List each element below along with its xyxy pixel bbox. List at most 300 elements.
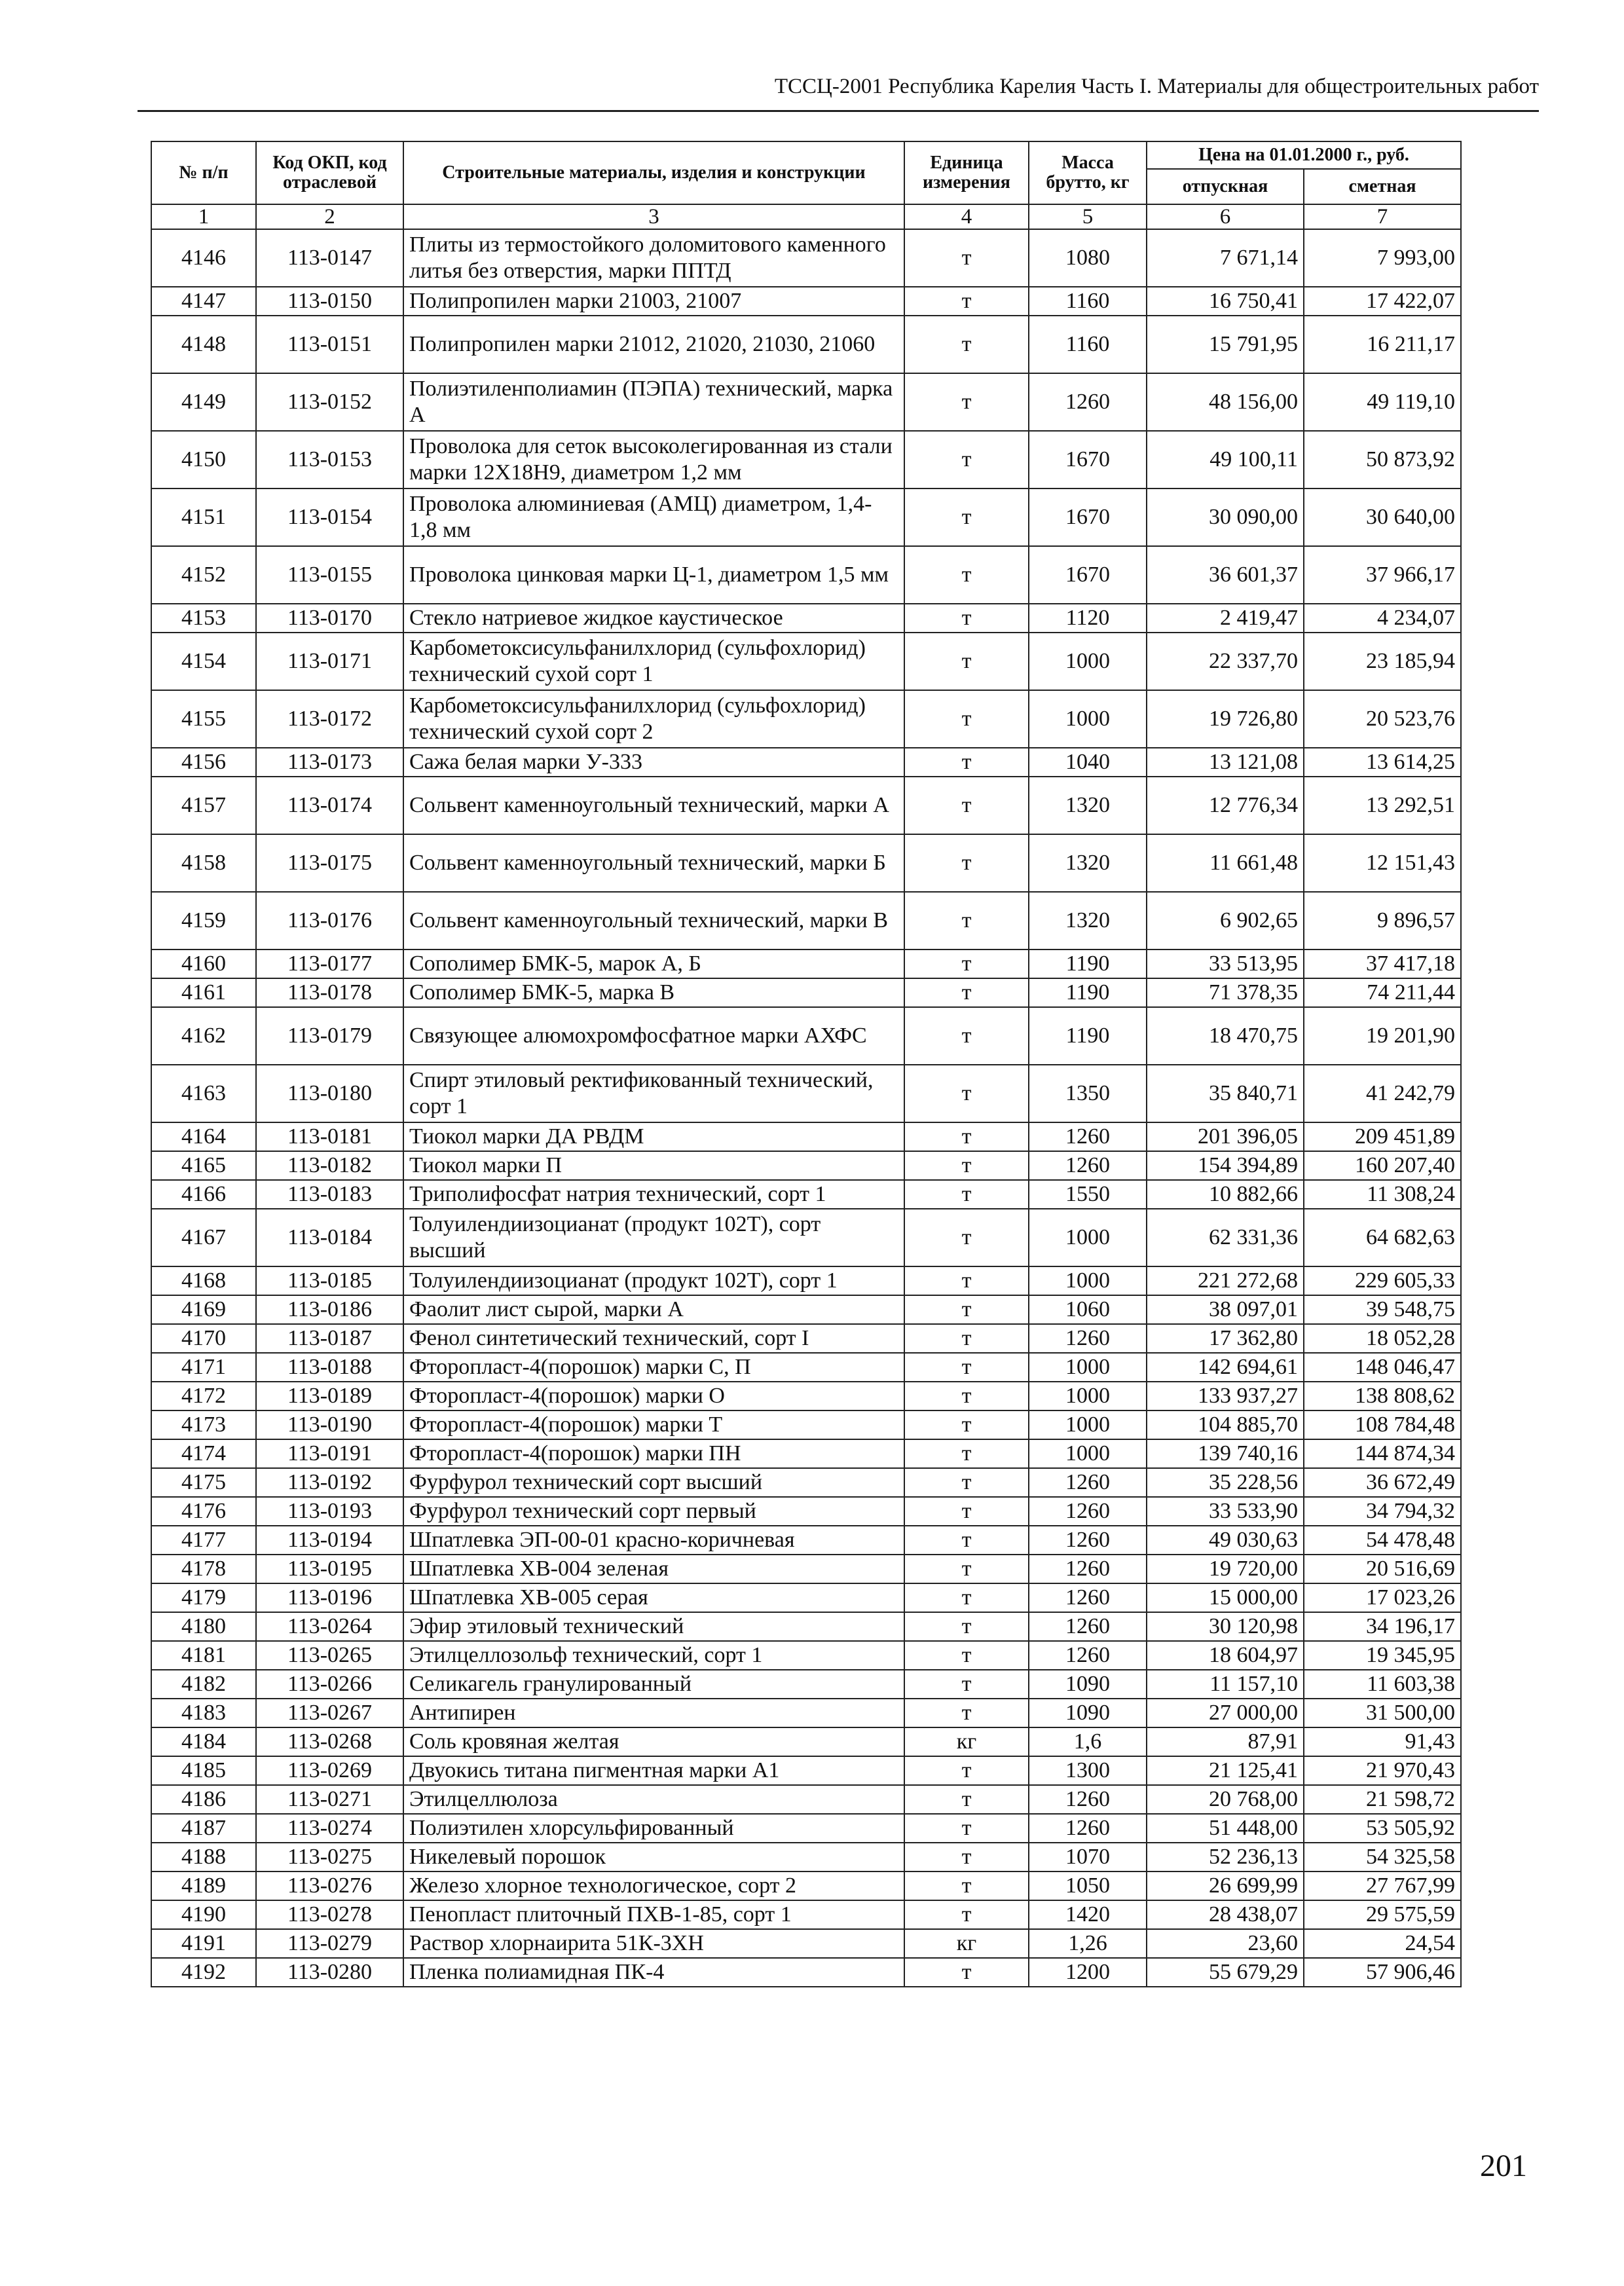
material-name: Железо хлорное технологическое, сорт 2 <box>403 1871 904 1900</box>
release-price: 21 125,41 <box>1147 1756 1304 1785</box>
unit-of-measure: т <box>904 777 1029 834</box>
release-price: 16 750,41 <box>1147 287 1304 316</box>
okp-code: 113-0264 <box>256 1612 403 1641</box>
unit-of-measure: т <box>904 949 1029 978</box>
okp-code: 113-0267 <box>256 1699 403 1727</box>
material-name: Двуокись титана пигментная марки А1 <box>403 1756 904 1785</box>
estimate-price: 64 682,63 <box>1304 1209 1461 1266</box>
unit-of-measure: т <box>904 1555 1029 1583</box>
row-number: 4182 <box>151 1670 256 1699</box>
gross-mass: 1320 <box>1029 892 1147 949</box>
okp-code: 113-0184 <box>256 1209 403 1266</box>
estimate-price: 11 603,38 <box>1304 1670 1461 1699</box>
estimate-price: 108 784,48 <box>1304 1410 1461 1439</box>
unit-of-measure: т <box>904 1007 1029 1065</box>
materials-price-table <box>151 141 1462 1987</box>
estimate-price: 54 478,48 <box>1304 1526 1461 1555</box>
column-number: 3 <box>403 204 904 229</box>
table-row <box>151 373 1461 431</box>
gross-mass: 1160 <box>1029 287 1147 316</box>
row-number: 4176 <box>151 1497 256 1526</box>
material-name: Полиэтилен хлорсульфированный <box>403 1814 904 1843</box>
row-number: 4188 <box>151 1843 256 1871</box>
release-price: 104 885,70 <box>1147 1410 1304 1439</box>
estimate-price: 7 993,00 <box>1304 229 1461 287</box>
gross-mass: 1090 <box>1029 1699 1147 1727</box>
material-name: Этилцеллозольф технический, сорт 1 <box>403 1641 904 1670</box>
material-name: Толуилендиизоцианат (продукт 102Т), сорт 1 <box>403 1266 904 1295</box>
okp-code: 113-0185 <box>256 1266 403 1295</box>
gross-mass: 1000 <box>1029 633 1147 690</box>
estimate-price: 54 325,58 <box>1304 1843 1461 1871</box>
unit-of-measure: т <box>904 690 1029 748</box>
gross-mass: 1260 <box>1029 1468 1147 1497</box>
release-price: 19 720,00 <box>1147 1555 1304 1583</box>
release-price: 49 030,63 <box>1147 1526 1304 1555</box>
table-row <box>151 777 1461 834</box>
header-price-group: Цена на 01.01.2000 г., руб. <box>1147 141 1461 169</box>
release-price: 142 694,61 <box>1147 1353 1304 1382</box>
release-price: 6 902,65 <box>1147 892 1304 949</box>
gross-mass: 1350 <box>1029 1065 1147 1122</box>
table-row <box>151 1699 1461 1727</box>
row-number: 4172 <box>151 1382 256 1410</box>
row-number: 4192 <box>151 1958 256 1987</box>
material-name: Спирт этиловый ректификованный технический, сорт 1 <box>403 1065 904 1122</box>
unit-of-measure: т <box>904 1526 1029 1555</box>
material-name: Фенол синтетический технический, сорт I <box>403 1324 904 1353</box>
estimate-price: 16 211,17 <box>1304 316 1461 373</box>
table-row <box>151 1555 1461 1583</box>
gross-mass: 1260 <box>1029 1583 1147 1612</box>
table-row <box>151 1151 1461 1180</box>
okp-code: 113-0172 <box>256 690 403 748</box>
estimate-price: 13 614,25 <box>1304 748 1461 777</box>
release-price: 139 740,16 <box>1147 1439 1304 1468</box>
unit-of-measure: т <box>904 1410 1029 1439</box>
table-row <box>151 978 1461 1007</box>
row-number: 4163 <box>151 1065 256 1122</box>
okp-code: 113-0191 <box>256 1439 403 1468</box>
okp-code: 113-0275 <box>256 1843 403 1871</box>
gross-mass: 1000 <box>1029 1353 1147 1382</box>
row-number: 4147 <box>151 287 256 316</box>
header-mass: Масса брутто, кг <box>1029 141 1147 204</box>
estimate-price: 144 874,34 <box>1304 1439 1461 1468</box>
table-row <box>151 1497 1461 1526</box>
estimate-price: 138 808,62 <box>1304 1382 1461 1410</box>
row-number: 4180 <box>151 1612 256 1641</box>
release-price: 33 533,90 <box>1147 1497 1304 1526</box>
unit-of-measure: т <box>904 373 1029 431</box>
gross-mass: 1260 <box>1029 1612 1147 1641</box>
material-name: Фторопласт-4(порошок) марки ПН <box>403 1439 904 1468</box>
gross-mass: 1260 <box>1029 1324 1147 1353</box>
estimate-price: 229 605,33 <box>1304 1266 1461 1295</box>
column-number: 4 <box>904 204 1029 229</box>
material-name: Пенопласт плиточный ПХВ-1-85, сорт 1 <box>403 1900 904 1929</box>
estimate-price: 18 052,28 <box>1304 1324 1461 1353</box>
gross-mass: 1670 <box>1029 546 1147 604</box>
release-price: 33 513,95 <box>1147 949 1304 978</box>
okp-code: 113-0187 <box>256 1324 403 1353</box>
row-number: 4153 <box>151 604 256 633</box>
release-price: 11 157,10 <box>1147 1670 1304 1699</box>
unit-of-measure: т <box>904 1612 1029 1641</box>
okp-code: 113-0176 <box>256 892 403 949</box>
row-number: 4165 <box>151 1151 256 1180</box>
table-row <box>151 1468 1461 1497</box>
unit-of-measure: т <box>904 1785 1029 1814</box>
estimate-price: 53 505,92 <box>1304 1814 1461 1843</box>
row-number: 4164 <box>151 1122 256 1151</box>
estimate-price: 74 211,44 <box>1304 978 1461 1007</box>
estimate-price: 21 970,43 <box>1304 1756 1461 1785</box>
estimate-price: 57 906,46 <box>1304 1958 1461 1987</box>
unit-of-measure: кг <box>904 1929 1029 1958</box>
unit-of-measure: т <box>904 1353 1029 1382</box>
row-number: 4187 <box>151 1814 256 1843</box>
release-price: 49 100,11 <box>1147 431 1304 489</box>
gross-mass: 1670 <box>1029 431 1147 489</box>
table-row <box>151 1324 1461 1353</box>
table-row <box>151 1756 1461 1785</box>
material-name: Триполифосфат натрия технический, сорт 1 <box>403 1180 904 1209</box>
okp-code: 113-0151 <box>256 316 403 373</box>
material-name: Карбометоксисульфанилхлорид (сульфохлорид) технический сухой сорт 2 <box>403 690 904 748</box>
estimate-price: 17 023,26 <box>1304 1583 1461 1612</box>
okp-code: 113-0278 <box>256 1900 403 1929</box>
running-header: ТССЦ-2001 Республика Карелия Часть I. Материалы для общестроительных работ <box>774 75 1539 98</box>
release-price: 36 601,37 <box>1147 546 1304 604</box>
row-number: 4148 <box>151 316 256 373</box>
gross-mass: 1,26 <box>1029 1929 1147 1958</box>
material-name: Плиты из термостойкого доломитового каменного литья без отверстия, марки ППТД <box>403 229 904 287</box>
release-price: 133 937,27 <box>1147 1382 1304 1410</box>
column-number: 5 <box>1029 204 1147 229</box>
unit-of-measure: т <box>904 229 1029 287</box>
okp-code: 113-0280 <box>256 1958 403 1987</box>
row-number: 4156 <box>151 748 256 777</box>
release-price: 35 228,56 <box>1147 1468 1304 1497</box>
material-name: Шпатлевка ЭП-00-01 красно-коричневая <box>403 1526 904 1555</box>
unit-of-measure: т <box>904 1151 1029 1180</box>
gross-mass: 1160 <box>1029 316 1147 373</box>
row-number: 4177 <box>151 1526 256 1555</box>
gross-mass: 1060 <box>1029 1295 1147 1324</box>
row-number: 4149 <box>151 373 256 431</box>
table-row <box>151 431 1461 489</box>
table-row <box>151 834 1461 892</box>
okp-code: 113-0178 <box>256 978 403 1007</box>
row-number: 4166 <box>151 1180 256 1209</box>
okp-code: 113-0196 <box>256 1583 403 1612</box>
estimate-price: 23 185,94 <box>1304 633 1461 690</box>
estimate-price: 20 523,76 <box>1304 690 1461 748</box>
gross-mass: 1260 <box>1029 1785 1147 1814</box>
unit-of-measure: т <box>904 1583 1029 1612</box>
unit-of-measure: т <box>904 748 1029 777</box>
unit-of-measure: т <box>904 1843 1029 1871</box>
release-price: 221 272,68 <box>1147 1266 1304 1295</box>
release-price: 154 394,89 <box>1147 1151 1304 1180</box>
gross-mass: 1260 <box>1029 1151 1147 1180</box>
unit-of-measure: т <box>904 604 1029 633</box>
row-number: 4158 <box>151 834 256 892</box>
material-name: Селикагель гранулированный <box>403 1670 904 1699</box>
material-name: Шпатлевка ХВ-004 зеленая <box>403 1555 904 1583</box>
release-price: 87,91 <box>1147 1727 1304 1756</box>
unit-of-measure: т <box>904 431 1029 489</box>
table-row <box>151 1439 1461 1468</box>
gross-mass: 1,6 <box>1029 1727 1147 1756</box>
material-name: Карбометоксисульфанилхлорид (сульфохлорид) технический сухой сорт 1 <box>403 633 904 690</box>
header-name: Строительные материалы, изделия и конструкции <box>403 141 904 204</box>
row-number: 4185 <box>151 1756 256 1785</box>
release-price: 201 396,05 <box>1147 1122 1304 1151</box>
row-number: 4178 <box>151 1555 256 1583</box>
row-number: 4157 <box>151 777 256 834</box>
table-row <box>151 546 1461 604</box>
material-name: Сольвент каменноугольный технический, марки Б <box>403 834 904 892</box>
table-row <box>151 1871 1461 1900</box>
table-row <box>151 1843 1461 1871</box>
table-row <box>151 604 1461 633</box>
material-name: Фторопласт-4(порошок) марки О <box>403 1382 904 1410</box>
release-price: 18 470,75 <box>1147 1007 1304 1065</box>
material-name: Антипирен <box>403 1699 904 1727</box>
unit-of-measure: т <box>904 834 1029 892</box>
table-row <box>151 1526 1461 1555</box>
table-row <box>151 489 1461 546</box>
unit-of-measure: т <box>904 1670 1029 1699</box>
okp-code: 113-0182 <box>256 1151 403 1180</box>
table-row <box>151 316 1461 373</box>
header-num: № п/п <box>151 141 256 204</box>
okp-code: 113-0181 <box>256 1122 403 1151</box>
estimate-price: 24,54 <box>1304 1929 1461 1958</box>
table-row <box>151 1612 1461 1641</box>
row-number: 4173 <box>151 1410 256 1439</box>
material-name: Сольвент каменноугольный технический, марки В <box>403 892 904 949</box>
estimate-price: 39 548,75 <box>1304 1295 1461 1324</box>
estimate-price: 19 201,90 <box>1304 1007 1461 1065</box>
row-number: 4186 <box>151 1785 256 1814</box>
release-price: 35 840,71 <box>1147 1065 1304 1122</box>
material-name: Сополимер БМК-5, марка В <box>403 978 904 1007</box>
row-number: 4162 <box>151 1007 256 1065</box>
release-price: 10 882,66 <box>1147 1180 1304 1209</box>
unit-of-measure: т <box>904 316 1029 373</box>
unit-of-measure: т <box>904 1497 1029 1526</box>
unit-of-measure: т <box>904 1180 1029 1209</box>
column-number: 6 <box>1147 204 1304 229</box>
gross-mass: 1260 <box>1029 1122 1147 1151</box>
unit-of-measure: т <box>904 1871 1029 1900</box>
material-name: Проволока для сеток высоколегированная из стали марки 12Х18Н9, диаметром 1,2 мм <box>403 431 904 489</box>
material-name: Сополимер БМК-5, марок А, Б <box>403 949 904 978</box>
row-number: 4174 <box>151 1439 256 1468</box>
gross-mass: 1050 <box>1029 1871 1147 1900</box>
unit-of-measure: т <box>904 892 1029 949</box>
table-row <box>151 1065 1461 1122</box>
okp-code: 113-0154 <box>256 489 403 546</box>
estimate-price: 160 207,40 <box>1304 1151 1461 1180</box>
unit-of-measure: т <box>904 1324 1029 1353</box>
table-row <box>151 748 1461 777</box>
okp-code: 113-0153 <box>256 431 403 489</box>
table-row <box>151 633 1461 690</box>
material-name: Полиэтиленполиамин (ПЭПА) технический, марка А <box>403 373 904 431</box>
material-name: Эфир этиловый технический <box>403 1612 904 1641</box>
column-number: 1 <box>151 204 256 229</box>
release-price: 71 378,35 <box>1147 978 1304 1007</box>
header-unit: Единица измерения <box>904 141 1029 204</box>
gross-mass: 1320 <box>1029 777 1147 834</box>
release-price: 55 679,29 <box>1147 1958 1304 1987</box>
okp-code: 113-0266 <box>256 1670 403 1699</box>
unit-of-measure: т <box>904 633 1029 690</box>
okp-code: 113-0147 <box>256 229 403 287</box>
okp-code: 113-0174 <box>256 777 403 834</box>
release-price: 15 000,00 <box>1147 1583 1304 1612</box>
row-number: 4175 <box>151 1468 256 1497</box>
unit-of-measure: т <box>904 1814 1029 1843</box>
row-number: 4150 <box>151 431 256 489</box>
okp-code: 113-0183 <box>256 1180 403 1209</box>
gross-mass: 1420 <box>1029 1900 1147 1929</box>
estimate-price: 49 119,10 <box>1304 373 1461 431</box>
material-name: Фторопласт-4(порошок) марки Т <box>403 1410 904 1439</box>
unit-of-measure: т <box>904 1756 1029 1785</box>
gross-mass: 1090 <box>1029 1670 1147 1699</box>
gross-mass: 1070 <box>1029 1843 1147 1871</box>
gross-mass: 1190 <box>1029 978 1147 1007</box>
table-row <box>151 1266 1461 1295</box>
material-name: Фурфурол технический сорт высший <box>403 1468 904 1497</box>
unit-of-measure: т <box>904 287 1029 316</box>
okp-code: 113-0170 <box>256 604 403 633</box>
unit-of-measure: т <box>904 1382 1029 1410</box>
row-number: 4189 <box>151 1871 256 1900</box>
gross-mass: 1190 <box>1029 1007 1147 1065</box>
release-price: 51 448,00 <box>1147 1814 1304 1843</box>
gross-mass: 1000 <box>1029 690 1147 748</box>
estimate-price: 31 500,00 <box>1304 1699 1461 1727</box>
table-row <box>151 1007 1461 1065</box>
okp-code: 113-0274 <box>256 1814 403 1843</box>
row-number: 4151 <box>151 489 256 546</box>
table-row <box>151 1814 1461 1843</box>
estimate-price: 27 767,99 <box>1304 1871 1461 1900</box>
gross-mass: 1550 <box>1029 1180 1147 1209</box>
gross-mass: 1260 <box>1029 1814 1147 1843</box>
estimate-price: 37 966,17 <box>1304 546 1461 604</box>
release-price: 11 661,48 <box>1147 834 1304 892</box>
row-number: 4184 <box>151 1727 256 1756</box>
okp-code: 113-0195 <box>256 1555 403 1583</box>
okp-code: 113-0177 <box>256 949 403 978</box>
release-price: 23,60 <box>1147 1929 1304 1958</box>
okp-code: 113-0173 <box>256 748 403 777</box>
okp-code: 113-0265 <box>256 1641 403 1670</box>
okp-code: 113-0175 <box>256 834 403 892</box>
okp-code: 113-0155 <box>256 546 403 604</box>
row-number: 4161 <box>151 978 256 1007</box>
table-row <box>151 690 1461 748</box>
gross-mass: 1260 <box>1029 373 1147 431</box>
okp-code: 113-0190 <box>256 1410 403 1439</box>
release-price: 18 604,97 <box>1147 1641 1304 1670</box>
okp-code: 113-0269 <box>256 1756 403 1785</box>
table-row <box>151 1209 1461 1266</box>
row-number: 4171 <box>151 1353 256 1382</box>
row-number: 4146 <box>151 229 256 287</box>
table-row <box>151 1295 1461 1324</box>
estimate-price: 4 234,07 <box>1304 604 1461 633</box>
release-price: 22 337,70 <box>1147 633 1304 690</box>
table-row <box>151 1727 1461 1756</box>
material-name: Никелевый порошок <box>403 1843 904 1871</box>
row-number: 4170 <box>151 1324 256 1353</box>
column-number: 2 <box>256 204 403 229</box>
estimate-price: 19 345,95 <box>1304 1641 1461 1670</box>
okp-code: 113-0276 <box>256 1871 403 1900</box>
estimate-price: 29 575,59 <box>1304 1900 1461 1929</box>
okp-code: 113-0193 <box>256 1497 403 1526</box>
estimate-price: 34 196,17 <box>1304 1612 1461 1641</box>
unit-of-measure: т <box>904 1900 1029 1929</box>
unit-of-measure: т <box>904 1468 1029 1497</box>
unit-of-measure: т <box>904 1266 1029 1295</box>
okp-code: 113-0186 <box>256 1295 403 1324</box>
gross-mass: 1670 <box>1029 489 1147 546</box>
okp-code: 113-0271 <box>256 1785 403 1814</box>
release-price: 38 097,01 <box>1147 1295 1304 1324</box>
row-number: 4154 <box>151 633 256 690</box>
gross-mass: 1000 <box>1029 1439 1147 1468</box>
release-price: 62 331,36 <box>1147 1209 1304 1266</box>
row-number: 4152 <box>151 546 256 604</box>
gross-mass: 1080 <box>1029 229 1147 287</box>
material-name: Проволока алюминиевая (АМЦ) диаметром, 1,4-1,8 мм <box>403 489 904 546</box>
row-number: 4167 <box>151 1209 256 1266</box>
release-price: 2 419,47 <box>1147 604 1304 633</box>
material-name: Пленка полиамидная ПК-4 <box>403 1958 904 1987</box>
row-number: 4169 <box>151 1295 256 1324</box>
material-name: Стекло натриевое жидкое каустическое <box>403 604 904 633</box>
estimate-price: 50 873,92 <box>1304 431 1461 489</box>
unit-of-measure: т <box>904 978 1029 1007</box>
okp-code: 113-0171 <box>256 633 403 690</box>
header-price-release: отпускная <box>1147 169 1304 204</box>
unit-of-measure: т <box>904 1958 1029 1987</box>
table-row <box>151 1958 1461 1987</box>
material-name: Раствор хлорнаирита 51К-3ХН <box>403 1929 904 1958</box>
estimate-price: 17 422,07 <box>1304 287 1461 316</box>
table-row <box>151 1122 1461 1151</box>
row-number: 4183 <box>151 1699 256 1727</box>
okp-code: 113-0152 <box>256 373 403 431</box>
estimate-price: 20 516,69 <box>1304 1555 1461 1583</box>
material-name: Толуилендиизоцианат (продукт 102Т), сорт высший <box>403 1209 904 1266</box>
release-price: 48 156,00 <box>1147 373 1304 431</box>
unit-of-measure: т <box>904 1122 1029 1151</box>
release-price: 30 090,00 <box>1147 489 1304 546</box>
gross-mass: 1260 <box>1029 1641 1147 1670</box>
estimate-price: 34 794,32 <box>1304 1497 1461 1526</box>
row-number: 4179 <box>151 1583 256 1612</box>
